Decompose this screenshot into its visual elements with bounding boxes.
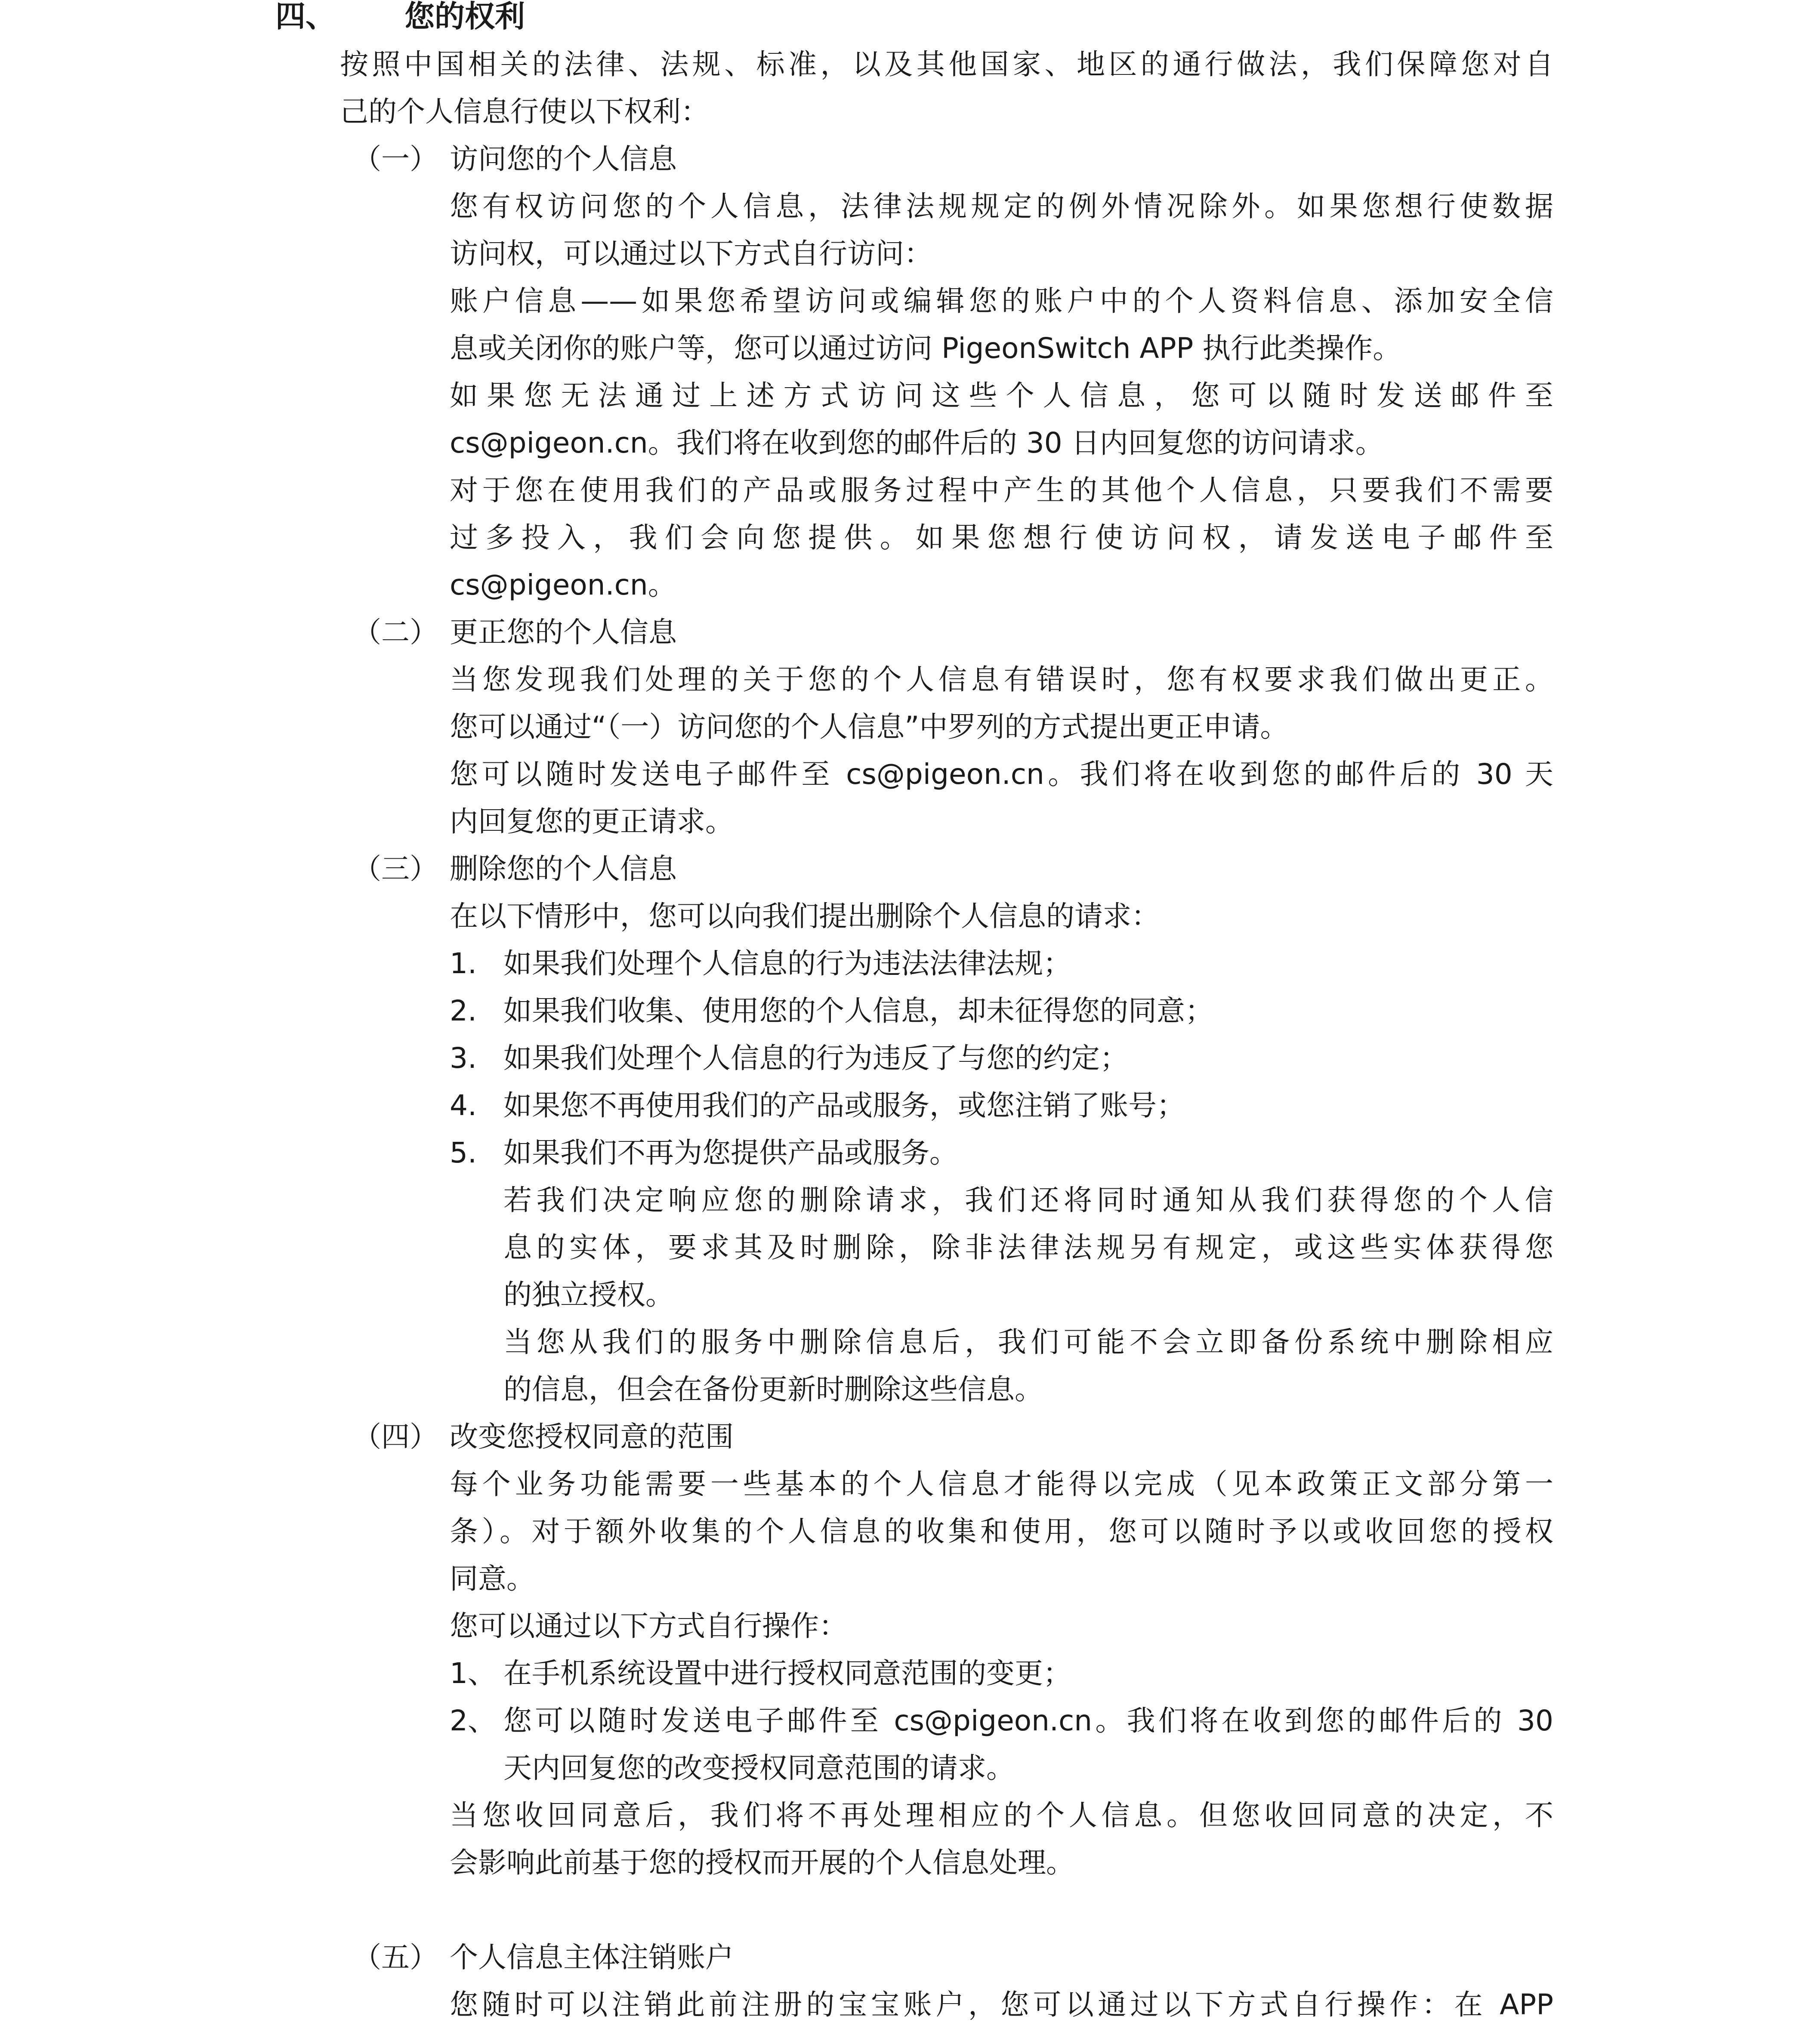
list-item: 如果我们处理个人信息的行为违反了与您的约定； [503, 1042, 1128, 1075]
paragraph-line: 您有权访问您的个人信息，法律法规规定的例外情况除外。如果您想行使数据 [450, 190, 1553, 223]
subsection-title: 更正您的个人信息 [450, 616, 677, 649]
list-number: 5. [450, 1136, 477, 1169]
paragraph-line: 账户信息——如果您希望访问或编辑您的账户中的个人资料信息、添加安全信 [450, 284, 1553, 318]
intro-line: 己的个人信息行使以下权利： [340, 95, 709, 128]
list-item: 如果我们收集、使用您的个人信息，却未征得您的同意； [503, 994, 1213, 1027]
section-number: 四、 [275, 0, 336, 34]
list-number: 2、 [450, 1704, 496, 1737]
list-item-continuation: 天内回复您的改变授权同意范围的请求。 [503, 1751, 1015, 1785]
paragraph-line: 访问权，可以通过以下方式自行访问： [450, 237, 932, 270]
paragraph-line: 息或关闭你的账户等，您可以通过访问 PigeonSwitch APP 执行此类操作。 [450, 332, 1401, 365]
list-item: 如果您不再使用我们的产品或服务，或您注销了账号； [503, 1089, 1185, 1122]
paragraph-line: cs@pigeon.cn。我们将在收到您的邮件后的 30 日内回复您的访问请求。 [450, 426, 1384, 459]
subsection-title: 改变您授权同意的范围 [450, 1420, 734, 1453]
paragraph-line: 每个业务功能需要一些基本的个人信息才能得以完成（见本政策正文部分第一 [450, 1467, 1553, 1501]
section-title: 您的权利 [404, 0, 525, 34]
subsection-title: 删除您的个人信息 [450, 852, 677, 885]
list-item: 如果我们不再为您提供产品或服务。 [503, 1136, 958, 1169]
paragraph-line: 当您从我们的服务中删除信息后，我们可能不会立即备份系统中删除相应 [503, 1326, 1553, 1359]
subsection-label: （五） [353, 1941, 438, 1974]
list-number: 2. [450, 994, 477, 1027]
paragraph-line: 条）。对于额外收集的个人信息的收集和使用，您可以随时予以或收回您的授权 [450, 1515, 1553, 1548]
paragraph-line: 息的实体，要求其及时删除，除非法律法规另有规定，或这些实体获得您 [503, 1231, 1553, 1264]
list-item: 您可以随时发送电子邮件至 cs@pigeon.cn。我们将在收到您的邮件后的 30 [503, 1704, 1553, 1737]
paragraph-line: 过多投入，我们会向您提供。如果您想行使访问权，请发送电子邮件至 [450, 521, 1553, 554]
subsection-label: （四） [353, 1420, 438, 1453]
paragraph-line: 的信息，但会在备份更新时删除这些信息。 [503, 1373, 1043, 1406]
list-number: 3. [450, 1042, 477, 1075]
paragraph-line: 内回复您的更正请求。 [450, 805, 734, 838]
list-number: 1. [450, 947, 477, 980]
paragraph-line: 若我们决定响应您的删除请求，我们还将同时通知从我们获得您的个人信 [503, 1184, 1553, 1217]
paragraph-line: 如果您无法通过上述方式访问这些个人信息，您可以随时发送邮件至 [450, 379, 1553, 412]
paragraph-line: 您可以随时发送电子邮件至 cs@pigeon.cn。我们将在收到您的邮件后的 30 天 [450, 758, 1553, 791]
paragraph-line: 您可以通过“（一）访问您的个人信息”中罗列的方式提出更正申请。 [450, 710, 1289, 743]
paragraph-line: 对于您在使用我们的产品或服务过程中产生的其他个人信息，只要我们不需要 [450, 474, 1553, 507]
list-number: 4. [450, 1089, 477, 1122]
paragraph-line: 当您收回同意后，我们将不再处理相应的个人信息。但您收回同意的决定，不 [450, 1799, 1553, 1832]
paragraph-line: 会影响此前基于您的授权而开展的个人信息处理。 [450, 1846, 1074, 1879]
paragraph-line: 同意。 [450, 1562, 535, 1595]
subsection-label: （二） [353, 616, 438, 649]
list-item: 如果我们处理个人信息的行为违法法律法规； [503, 947, 1071, 980]
subsection-label: （三） [353, 852, 438, 885]
paragraph-line: 您可以通过以下方式自行操作： [450, 1609, 847, 1643]
paragraph-line: cs@pigeon.cn。 [450, 568, 676, 601]
subsection-label: （一） [353, 142, 438, 176]
intro-line: 按照中国相关的法律、法规、标准，以及其他国家、地区的通行做法，我们保障您对自 [340, 48, 1553, 81]
list-number: 1、 [450, 1657, 496, 1690]
paragraph-line: 当您发现我们处理的关于您的个人信息有错误时，您有权要求我们做出更正。 [450, 663, 1553, 696]
paragraph-line: 在以下情形中，您可以向我们提出删除个人信息的请求： [450, 900, 1160, 933]
paragraph-line: 的独立授权。 [503, 1278, 674, 1311]
paragraph-line: 您随时可以注销此前注册的宝宝账户，您可以通过以下方式自行操作：在 APP [450, 1988, 1553, 2021]
subsection-title: 个人信息主体注销账户 [450, 1941, 734, 1974]
list-item: 在手机系统设置中进行授权同意范围的变更； [503, 1657, 1071, 1690]
subsection-title: 访问您的个人信息 [450, 142, 677, 176]
